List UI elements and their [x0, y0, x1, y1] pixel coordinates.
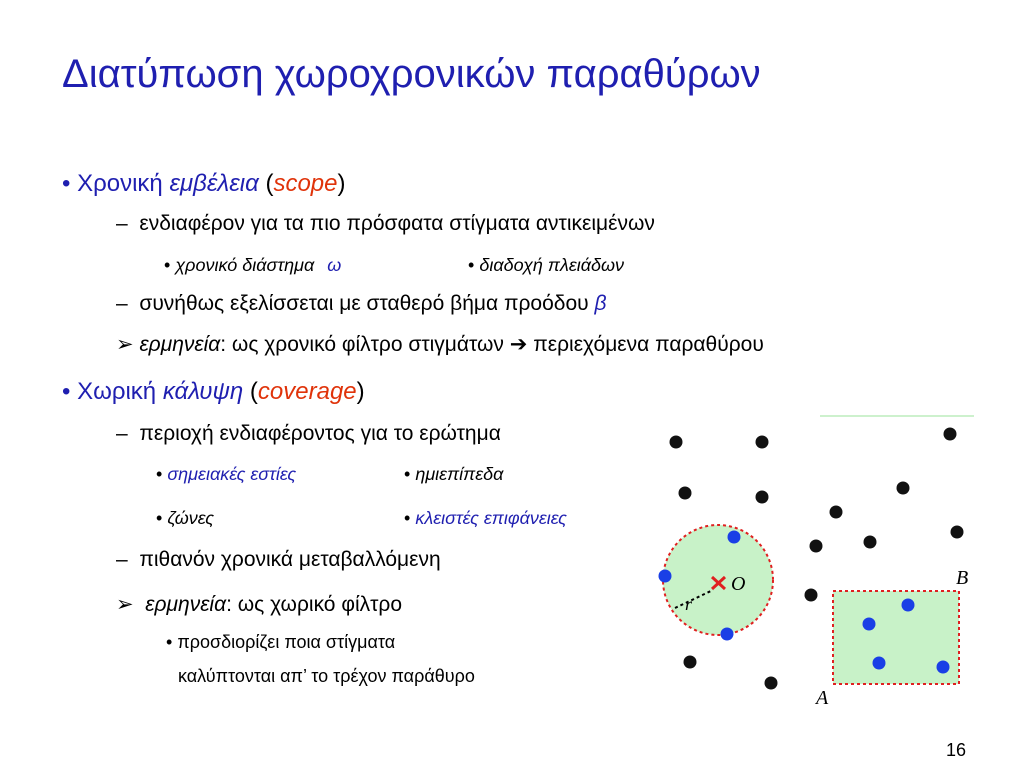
spatial-sub-3: [116, 592, 402, 617]
page-number: 16: [946, 740, 967, 760]
point-outside: [864, 536, 877, 549]
temporal-sub-1-text: ενδιαφέρον για τα πιο πρόσφατα στίγματα αντικειμένων: [139, 212, 655, 235]
slide-title: Διατύπωση χωροχρονικών παραθύρων: [62, 52, 761, 96]
label-radius-r: r: [685, 594, 693, 614]
bullet-temporal-scope: [62, 170, 346, 198]
point-inside: [937, 661, 950, 674]
spatial-item-closed-surfaces: [404, 508, 567, 529]
temporal-sub-3-tail: περιεχόμενα παραθύρου: [533, 333, 764, 356]
bullet: •: [156, 508, 163, 528]
temporal-label: Χρονική: [77, 170, 163, 197]
spatial-sub-3-detail-text: προσδιορίζει ποια στίγματα: [177, 632, 396, 652]
point-inside: [902, 599, 915, 612]
spatial-label: Χωρική: [77, 378, 157, 405]
point-outside: [670, 436, 683, 449]
point-outside: [810, 540, 823, 553]
spatial-sub-1-text: περιοχή ενδιαφέροντος για το ερώτημα: [139, 422, 501, 445]
label-b: B: [956, 567, 969, 589]
point-outside: [679, 487, 692, 500]
paren-close: ): [337, 170, 346, 197]
interpretation-label: ερμηνεία: [139, 333, 221, 356]
right-arrow-icon: ➔: [509, 333, 528, 356]
spatial-item-text: κλειστές επιφάνειες: [415, 508, 567, 528]
point-outside: [897, 482, 910, 495]
point-outside: [756, 436, 769, 449]
arrow-bullet-icon: ➢: [116, 593, 134, 616]
dash: –: [116, 292, 128, 315]
temporal-sub-1: [116, 212, 655, 236]
temporal-sub-1-a: [164, 255, 341, 276]
spatial-item-point-foci: [156, 464, 296, 485]
point-outside: [684, 656, 697, 669]
paren-open: (: [265, 170, 274, 197]
temporal-sub-2-text: συνήθως εξελίσσεται με σταθερό βήμα προόδου: [139, 292, 589, 315]
bullet-spatial-coverage: [62, 378, 365, 406]
point-inside: [873, 657, 886, 670]
bullet: •: [62, 378, 71, 405]
bullet: •: [404, 508, 411, 528]
spatial-sub-3-detail-2: καλύπτονται απ’ το τρέχον παράθυρο: [178, 666, 475, 686]
temporal-sub-1-b-text: διαδοχή πλειάδων: [479, 255, 625, 275]
point-inside: [659, 570, 672, 583]
paren-open: (: [249, 378, 258, 405]
spatial-sub-2-text: πιθανόν χρονικά μεταβαλλόμενη: [139, 548, 441, 571]
point-outside: [951, 526, 964, 539]
point-inside: [863, 618, 876, 631]
bullet: •: [156, 464, 163, 484]
spatial-item-zones: [156, 508, 214, 529]
point-outside: [756, 491, 769, 504]
term-coverage: coverage: [257, 378, 357, 405]
spatial-sub-3-detail-1: [166, 632, 395, 653]
dash: –: [116, 212, 128, 235]
arrow-bullet-icon: ➢: [116, 333, 134, 356]
temporal-sub-1-b: [468, 255, 624, 276]
spatial-item-text: ημιεπίπεδα: [415, 464, 504, 484]
spatial-item-halfplanes: [404, 464, 503, 485]
term-scope: scope: [273, 170, 338, 197]
bullet: •: [62, 170, 71, 197]
temporal-sub-2: [116, 292, 606, 316]
circular-window-region: [663, 525, 773, 635]
bullet: •: [404, 464, 411, 484]
spatial-sub-1: [116, 422, 501, 446]
spatial-item-text: ζώνες: [167, 508, 214, 528]
point-inside: [721, 628, 734, 641]
point-outside: [805, 589, 818, 602]
point-inside: [728, 531, 741, 544]
point-outside: [830, 506, 843, 519]
point-outside: [765, 677, 778, 690]
spatial-window-figure: [640, 412, 980, 712]
beta-symbol: β: [594, 292, 607, 315]
bullet: •: [166, 632, 173, 652]
interpretation-label: ερμηνεία: [145, 593, 227, 616]
spatial-item-text: σημειακές εστίες: [167, 464, 297, 484]
spatial-sub-3-text: : ως χωρικό φίλτρο: [226, 593, 403, 616]
paren-close: ): [356, 378, 365, 405]
dash: –: [116, 548, 128, 571]
spatial-sub-2: [116, 548, 441, 572]
omega-symbol: ω: [327, 255, 342, 275]
label-center-o: O: [731, 573, 746, 595]
temporal-sub-1-a-text: χρονικό διάστημα: [175, 255, 315, 275]
label-a: A: [816, 687, 829, 709]
spatial-label-italic: κάλυψη: [162, 378, 244, 405]
temporal-label-italic: εμβέλεια: [169, 170, 259, 197]
temporal-sub-3: [116, 332, 764, 357]
bullet: •: [468, 255, 475, 275]
temporal-sub-3-text: : ως χρονικό φίλτρο στιγμάτων: [220, 333, 504, 356]
dash: –: [116, 422, 128, 445]
point-outside: [944, 428, 957, 441]
bullet: •: [164, 255, 171, 275]
